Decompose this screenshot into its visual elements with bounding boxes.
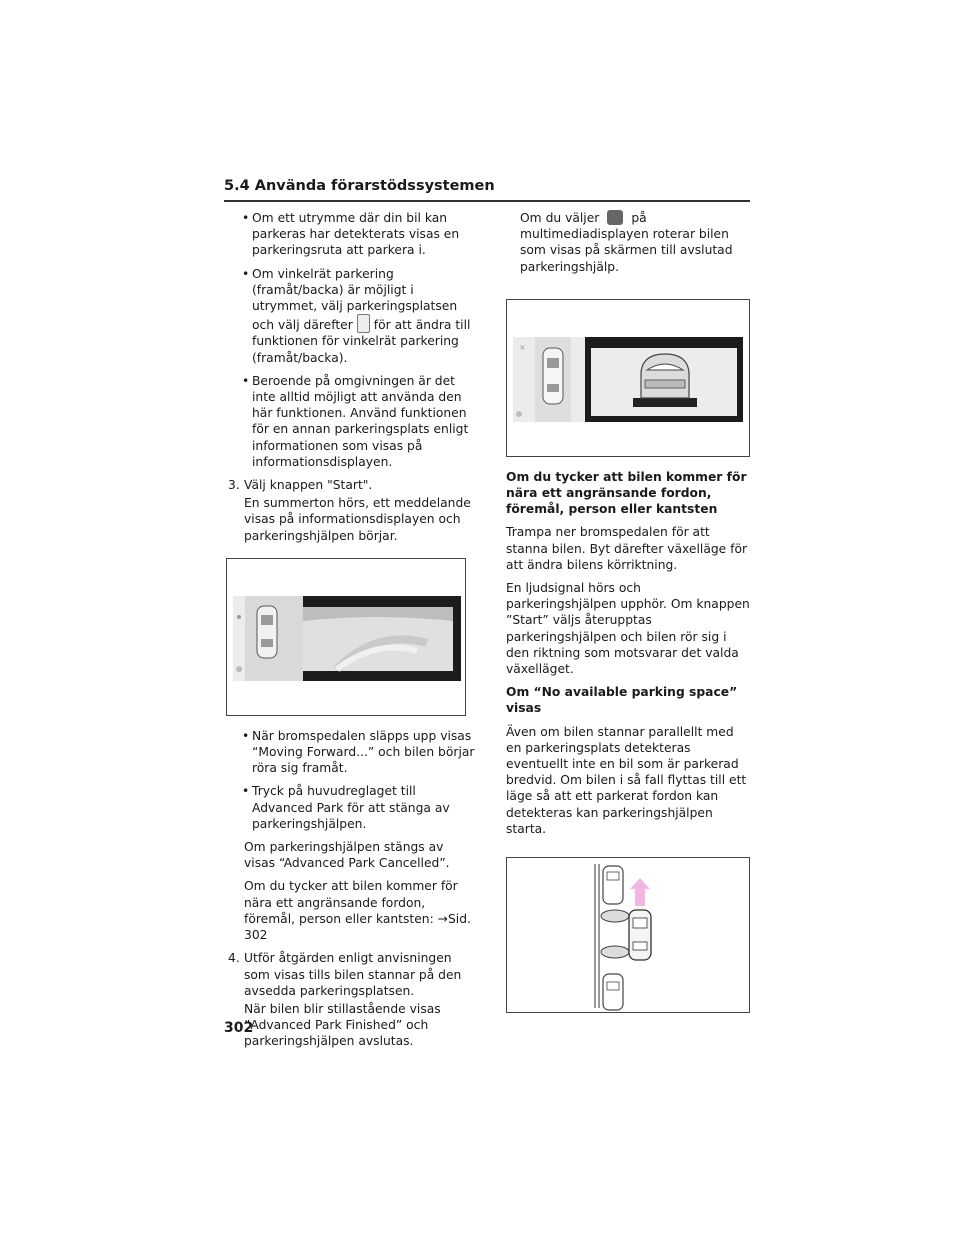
display-illustration bbox=[227, 559, 465, 715]
bullet-dot: • bbox=[242, 211, 250, 225]
step-3: 3. Välj knappen "Start". bbox=[228, 478, 373, 493]
bullet-dot: • bbox=[242, 784, 250, 799]
list-item: • Om ett utrymme där din bil kan parkeras har detekterats visas en parkeringsruta att parkera i. bbox=[242, 211, 460, 258]
perpendicular-parking-icon bbox=[357, 314, 370, 333]
parking-display-figure-2 bbox=[506, 299, 750, 457]
subheading: Om du tycker att bilen kommer för nära ett angränsande fordon, föremål, person eller kantsten bbox=[506, 469, 747, 517]
bullet-dot: • bbox=[242, 728, 250, 743]
paragraph: Trampa ner bromspedalen för att stanna bilen. Byt därefter växelläge för att ändra bilens körriktning. bbox=[506, 525, 748, 572]
page-number: 302 bbox=[224, 1020, 254, 1036]
step-3-text: En summerton hörs, ett meddelande visas på informationsdisplayen och parkeringshjälpen börjar. bbox=[244, 496, 471, 543]
bullet-dot: • bbox=[242, 266, 250, 281]
right-column bbox=[506, 210, 752, 1013]
step-4: 4. Utför åtgärden enligt anvisningen som visas tills bilen stannar på den avsedda parkeringsplatsen. bbox=[228, 951, 462, 998]
parking-display-figure-1 bbox=[226, 558, 466, 716]
left-column bbox=[230, 210, 478, 1057]
list-item: • När bromspedalen släpps upp visas “Moving Forward...” och bilen börjar röra sig framåt. bbox=[242, 728, 475, 776]
paragraph: Även om bilen stannar parallellt med en parkeringsplats detekteras eventuellt inte en bil som är parkerad bredvid. Om bilen i så fall flyttas till ett läge så att ett parkerat fordon kan detekteras kan parkeringshjälpen starta. bbox=[506, 724, 747, 836]
bullet-dot: • bbox=[242, 373, 250, 388]
scenario-illustration bbox=[507, 858, 749, 1012]
page-reference-link[interactable]: Sid. 302 bbox=[244, 911, 471, 943]
rotate-view-icon bbox=[607, 210, 623, 225]
paragraph: En ljudsignal hörs och parkeringshjälpen upphör. Om knappen ”Start” väljs återupptas parkeringshjälpen och bilen rör sig i den riktning som motsvarar det valda växelläget. bbox=[506, 581, 750, 677]
arrow-right-icon: → bbox=[437, 911, 448, 926]
section-header bbox=[224, 178, 750, 194]
section-title: 5.4 Använda förarstödssystemen bbox=[224, 178, 495, 194]
list-item: • Beroende på omgivningen är det inte alltid möjligt att använda den här funktionen. Använd funktionen för en annan parkeringsplats enligt informationen som visas på informationsdisplayen. bbox=[242, 373, 469, 469]
parking-scenario-figure bbox=[506, 857, 750, 1013]
paragraph: Om parkeringshjälpen stängs av visas “Advanced Park Cancelled”. bbox=[244, 840, 450, 871]
display-illustration bbox=[507, 300, 749, 456]
svg-text:×: × bbox=[519, 342, 526, 352]
list-item: • Tryck på huvudreglaget till Advanced Park för att stänga av parkeringshjälpen. bbox=[242, 784, 450, 831]
paragraph: Om du tycker att bilen kommer för nära ett angränsande fordon, föremål, person eller kantsten: →Sid. 302 bbox=[244, 879, 471, 943]
paragraph: Om du väljer på multimediadisplayen roterar bilen som visas på skärmen till avslutad parkeringshjälp. bbox=[520, 211, 733, 274]
header-divider bbox=[224, 200, 750, 202]
subheading: Om “No available parking space” visas bbox=[506, 685, 738, 716]
list-item: • Om vinkelrät parkering (framåt/backa) är möjligt i utrymmet, välj parkeringsplatsen och välj därefter för att ändra till funktionen för vinkelrät parkering (framåt/backa). bbox=[242, 266, 471, 365]
step-4-text: När bilen blir stillastående visas ”Advanced Park Finished” och parkeringshjälpen avslutas. bbox=[244, 1001, 441, 1049]
